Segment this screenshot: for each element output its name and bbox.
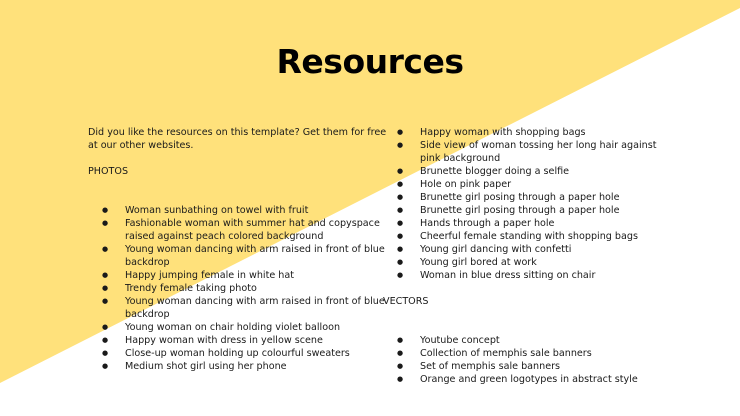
list-item: ● Orange and green logotypes in abstract style	[383, 373, 673, 386]
list-item: ● Young woman dancing with arm raised in front of blue backdrop	[88, 295, 388, 321]
intro-text: Did you like the resources on this template? Get them for free at our other websites.	[88, 127, 387, 151]
resources-left-column	[88, 126, 388, 373]
list-item: ● Young girl dancing with confetti	[383, 243, 673, 256]
list-item: ● Side view of woman tossing her long hair against pink background	[383, 139, 673, 165]
photos-heading: PHOTOS	[88, 166, 129, 177]
vectors-list	[383, 334, 673, 386]
resources-right-column	[383, 126, 673, 386]
list-item: ● Medium shot girl using her phone	[88, 360, 388, 373]
list-item: ● Trendy female taking photo	[88, 282, 388, 295]
list-item: ● Young woman on chair holding violet balloon	[88, 321, 388, 334]
vectors-heading: VECTORS	[383, 296, 429, 307]
list-item: ● Young girl bored at work	[383, 256, 673, 269]
list-item: ● Brunette girl posing through a paper hole	[383, 204, 673, 217]
list-item: ● Set of memphis sale banners	[383, 360, 673, 373]
photos-list	[88, 204, 388, 373]
list-item: ● Happy jumping female in white hat	[88, 269, 388, 282]
list-item: ● Youtube concept	[383, 334, 673, 347]
page-title: Resources	[276, 42, 464, 81]
list-item: ● Close-up woman holding up colourful sweaters	[88, 347, 388, 360]
list-item: ● Hands through a paper hole	[383, 217, 673, 230]
list-item: ● Woman in blue dress sitting on chair	[383, 269, 673, 282]
list-item: ● Collection of memphis sale banners	[383, 347, 673, 360]
list-item: ● Fashionable woman with summer hat and copyspace raised against peach colored background	[88, 217, 388, 243]
list-item: ● Happy woman with shopping bags	[383, 126, 673, 139]
photos-list-continued	[383, 126, 673, 282]
list-item: ● Happy woman with dress in yellow scene	[88, 334, 388, 347]
list-item: ● Young woman dancing with arm raised in front of blue backdrop	[88, 243, 388, 269]
list-item: ● Brunette blogger doing a selfie	[383, 165, 673, 178]
list-item: ● Hole on pink paper	[383, 178, 673, 191]
list-item: ● Cheerful female standing with shopping bags	[383, 230, 673, 243]
list-item: ● Woman sunbathing on towel with fruit	[88, 204, 388, 217]
list-item: ● Brunette girl posing through a paper hole	[383, 191, 673, 204]
